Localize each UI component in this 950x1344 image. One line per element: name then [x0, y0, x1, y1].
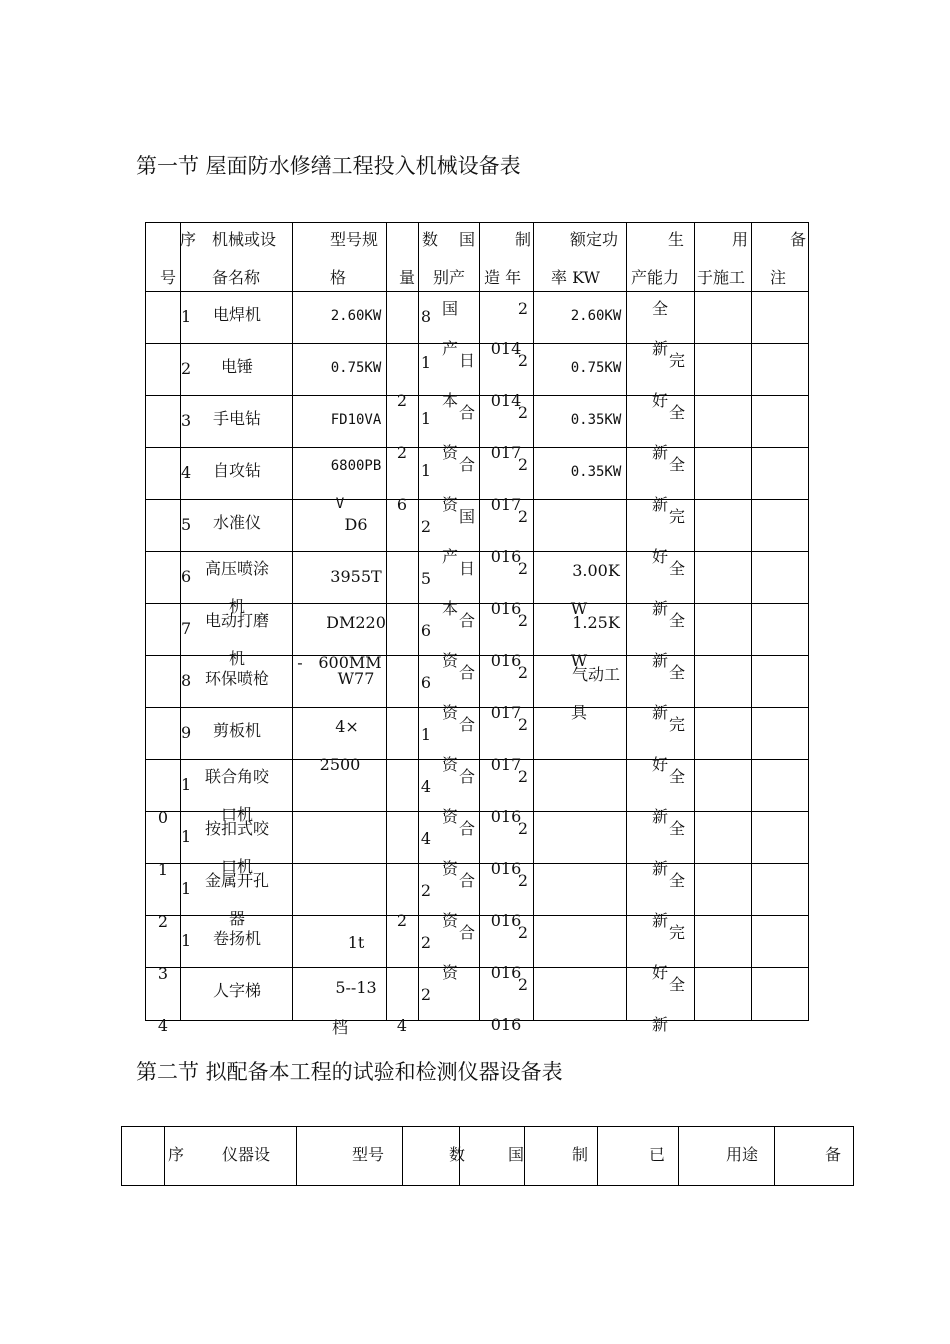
condition: 全 — [668, 663, 686, 682]
origin: 日 — [458, 351, 476, 370]
table-rule — [145, 1020, 809, 1021]
table-rule — [145, 395, 809, 396]
origin: 合 — [458, 663, 476, 682]
condition: 新 — [651, 339, 669, 358]
year: 016 — [490, 1015, 522, 1034]
seq-no: 1 — [181, 931, 192, 950]
origin: 资 — [441, 755, 459, 774]
year: 016 — [490, 547, 522, 566]
condition: 完 — [668, 923, 686, 942]
condition: 新 — [651, 911, 669, 930]
rated-power: 0.35KW — [570, 464, 622, 480]
header-text: 生 — [668, 230, 685, 249]
condition: 好 — [651, 963, 669, 982]
origin: 合 — [458, 871, 476, 890]
model-spec: 档 — [331, 1018, 349, 1037]
model-spec: 600MM — [318, 653, 382, 672]
condition: 新 — [651, 703, 669, 722]
origin: 产 — [441, 339, 459, 358]
seq-no: 1 — [181, 307, 192, 326]
condition: 全 — [668, 403, 686, 422]
machine-name: 自攻钻 — [212, 461, 262, 480]
header-text: 机械或设 — [212, 230, 277, 249]
quantity: 2 — [420, 881, 432, 900]
condition: 新 — [651, 443, 669, 462]
table-rule — [418, 222, 419, 1021]
machine-name: 金属开孔 — [204, 871, 270, 890]
condition: 全 — [668, 559, 686, 578]
model-spec: - — [297, 653, 303, 672]
header-text: 产能力 — [631, 268, 680, 287]
header-text: 于施工 — [697, 268, 746, 287]
condition: 全 — [668, 871, 686, 890]
origin: 日 — [458, 559, 476, 578]
year: 2 — [517, 871, 529, 890]
header-text: 序 — [180, 230, 197, 249]
table-rule — [751, 222, 752, 1021]
header-text: 仪器设 — [222, 1145, 271, 1164]
machine-name: 卷扬机 — [212, 929, 262, 948]
origin: 合 — [458, 611, 476, 630]
header-text: 备 — [825, 1145, 842, 1164]
table-rule — [774, 1126, 775, 1186]
model-spec: 1t — [347, 933, 365, 952]
seq-no: 2 — [157, 912, 169, 931]
model-spec: 2500 — [319, 755, 361, 774]
header-text: 别产 — [433, 268, 466, 287]
header-text: 序 — [168, 1145, 185, 1164]
origin: 合 — [458, 819, 476, 838]
machine-name: 器 — [228, 909, 246, 928]
table-rule — [524, 1126, 525, 1186]
header-text: 备名称 — [212, 268, 261, 287]
model-spec: 2.60KW — [330, 308, 382, 324]
table-rule — [296, 1126, 297, 1186]
quantity: 2 — [396, 391, 408, 410]
condition: 完 — [668, 351, 686, 370]
table-rule — [386, 222, 387, 1021]
origin: 产 — [441, 547, 459, 566]
seq-no: 1 — [181, 775, 192, 794]
condition: 新 — [651, 807, 669, 826]
quantity: 1 — [420, 725, 432, 744]
year: 2 — [517, 455, 529, 474]
year: 016 — [490, 911, 522, 930]
header-text: 额定功 — [570, 230, 619, 249]
condition: 完 — [668, 507, 686, 526]
quantity: 4 — [396, 1016, 408, 1035]
model-spec: 4× — [335, 717, 359, 736]
year: 016 — [490, 599, 522, 618]
machine-name: 电焊机 — [212, 305, 262, 324]
quantity: 5 — [420, 569, 432, 588]
origin: 资 — [441, 443, 459, 462]
rated-power: 2.60KW — [570, 308, 622, 324]
table-rule — [121, 1185, 854, 1186]
table-rule — [145, 551, 809, 552]
rated-power: W — [570, 599, 588, 618]
seq-no: 3 — [157, 964, 169, 983]
origin: 本 — [441, 391, 459, 410]
rated-power: 0.75KW — [570, 360, 622, 376]
machine-name: 剪板机 — [212, 721, 262, 740]
year: 016 — [490, 807, 522, 826]
quantity: 6 — [396, 495, 408, 514]
header-text: 备 — [790, 230, 807, 249]
rated-power: W — [570, 651, 588, 670]
header-text: 造 年 — [484, 268, 522, 287]
origin: 资 — [441, 963, 459, 982]
origin: 合 — [458, 455, 476, 474]
year: 017 — [490, 703, 522, 722]
condition: 全 — [668, 455, 686, 474]
origin: 本 — [441, 599, 459, 618]
condition: 新 — [651, 859, 669, 878]
condition: 全 — [668, 819, 686, 838]
seq-no: 3 — [181, 411, 192, 430]
year: 016 — [490, 963, 522, 982]
table-rule — [402, 1126, 403, 1186]
quantity: 2 — [420, 517, 432, 536]
table-rule — [626, 222, 627, 1021]
section1-heading: 第一节 屋面防水修缮工程投入机械设备表 — [136, 154, 521, 178]
model-spec: D6 — [344, 515, 368, 534]
origin: 资 — [441, 651, 459, 670]
year: 2 — [517, 299, 529, 318]
header-text: 型号规 — [330, 230, 379, 249]
header-text: 用途 — [726, 1145, 759, 1164]
rated-power: 0.35KW — [570, 412, 622, 428]
quantity: 4 — [420, 829, 432, 848]
table-rule — [853, 1126, 854, 1186]
condition: 完 — [668, 715, 686, 734]
year: 2 — [517, 923, 529, 942]
machine-name: 机 — [228, 597, 246, 616]
year: 2 — [517, 351, 529, 370]
machine-name: 机 — [228, 649, 246, 668]
quantity: 2 — [396, 443, 408, 462]
year: 014 — [490, 391, 522, 410]
origin: 资 — [441, 703, 459, 722]
condition: 好 — [651, 391, 669, 410]
condition: 全 — [668, 611, 686, 630]
machine-name: 口机 — [220, 857, 254, 876]
year: 2 — [517, 403, 529, 422]
table-rule — [121, 1126, 854, 1127]
quantity: 6 — [420, 673, 432, 692]
year: 016 — [490, 859, 522, 878]
header-text: 数 — [422, 230, 439, 249]
seq-no: 9 — [181, 723, 192, 742]
machine-name: 按扣式咬 — [204, 819, 270, 838]
year: 2 — [517, 767, 529, 786]
machine-name: 高压喷涂 — [204, 559, 270, 578]
table-rule — [145, 222, 146, 1021]
model-spec: 0.75KW — [330, 360, 382, 376]
origin: 资 — [441, 859, 459, 878]
machine-name: 电动打磨 — [204, 611, 270, 630]
condition: 新 — [651, 651, 669, 670]
table-rule — [121, 1126, 122, 1186]
year: 014 — [490, 339, 522, 358]
seq-no: 5 — [181, 515, 192, 534]
header-text: 国 — [508, 1145, 525, 1164]
year: 2 — [517, 975, 529, 994]
table-rule — [145, 291, 809, 292]
condition: 新 — [651, 1015, 669, 1034]
machine-name: 联合角咬 — [204, 767, 270, 786]
header-text: 国 — [459, 230, 476, 249]
model-spec: DM220 — [326, 613, 386, 632]
year: 2 — [517, 663, 529, 682]
year: 017 — [490, 443, 522, 462]
machine-name: 口机 — [220, 805, 254, 824]
seq-no: 7 — [181, 619, 192, 638]
machine-name: 电锤 — [220, 357, 254, 376]
header-text: 数 — [449, 1145, 466, 1164]
seq-no: 6 — [181, 567, 192, 586]
table-rule — [694, 222, 695, 1021]
condition: 新 — [651, 599, 669, 618]
machine-name: 手电钻 — [212, 409, 262, 428]
model-spec: FD10VA — [330, 412, 382, 428]
header-text: 型号 — [352, 1145, 385, 1164]
machine-name: 水准仪 — [212, 513, 262, 532]
condition: 全 — [668, 975, 686, 994]
model-spec: V — [335, 496, 345, 512]
header-text: 量 — [399, 268, 416, 287]
header-text: 率 KW — [551, 268, 600, 287]
quantity: 1 — [420, 409, 432, 428]
seq-no: 1 — [181, 827, 192, 846]
header-text: 制 — [515, 230, 532, 249]
quantity: 2 — [420, 985, 432, 1004]
model-spec: 5--13 — [335, 978, 377, 997]
table-rule — [164, 1126, 165, 1186]
year: 2 — [517, 819, 529, 838]
rated-power: 气动工 — [571, 665, 621, 684]
quantity: 2 — [420, 933, 432, 952]
origin: 国 — [458, 507, 476, 526]
condition: 全 — [651, 299, 669, 318]
header-text: 已 — [649, 1145, 666, 1164]
table-rule — [678, 1126, 679, 1186]
table-rule — [145, 222, 809, 223]
seq-no: 2 — [181, 359, 192, 378]
origin: 合 — [458, 403, 476, 422]
year: 017 — [490, 495, 522, 514]
model-spec: 6800PB — [330, 458, 382, 474]
condition: 全 — [668, 767, 686, 786]
origin: 国 — [441, 299, 459, 318]
model-spec: W77 — [337, 669, 375, 688]
table-rule — [145, 499, 809, 500]
seq-no: 4 — [157, 1016, 169, 1035]
header-text: 用 — [732, 230, 749, 249]
quantity: 1 — [420, 461, 432, 480]
header-text: 格 — [330, 268, 347, 287]
quantity: 4 — [420, 777, 432, 796]
quantity: 8 — [420, 307, 432, 326]
year: 2 — [517, 559, 529, 578]
table-rule — [145, 707, 809, 708]
quantity: 2 — [396, 911, 408, 930]
table-rule — [597, 1126, 598, 1186]
origin: 合 — [458, 715, 476, 734]
seq-no: 1 — [181, 879, 192, 898]
year: 017 — [490, 755, 522, 774]
header-text: 制 — [572, 1145, 589, 1164]
quantity: 1 — [420, 353, 432, 372]
origin: 合 — [458, 767, 476, 786]
table-rule — [145, 967, 809, 968]
condition: 好 — [651, 547, 669, 566]
rated-power: 1.25K — [572, 613, 620, 632]
table-rule — [808, 222, 809, 1021]
table-rule — [145, 447, 809, 448]
header-text: 号 — [160, 268, 177, 287]
machine-name: 人字梯 — [212, 981, 262, 1000]
rated-power: 具 — [570, 703, 588, 722]
table-rule — [145, 343, 809, 344]
quantity: 6 — [420, 621, 432, 640]
origin: 资 — [441, 807, 459, 826]
table-rule — [145, 759, 809, 760]
section2-heading: 第二节 拟配备本工程的试验和检测仪器设备表 — [136, 1060, 563, 1084]
model-spec: 3955T — [330, 567, 382, 586]
seq-no: 4 — [181, 463, 192, 482]
year: 2 — [517, 715, 529, 734]
condition: 新 — [651, 495, 669, 514]
origin: 资 — [441, 495, 459, 514]
table-rule — [479, 222, 480, 1021]
origin: 资 — [441, 911, 459, 930]
condition: 好 — [651, 755, 669, 774]
seq-no: 1 — [157, 860, 169, 879]
origin: 合 — [458, 923, 476, 942]
year: 2 — [517, 507, 529, 526]
year: 016 — [490, 651, 522, 670]
seq-no: 8 — [181, 671, 192, 690]
table-rule — [292, 222, 293, 1021]
machine-name: 环保喷枪 — [204, 669, 270, 688]
rated-power: 3.00K — [572, 561, 620, 580]
table-rule — [533, 222, 534, 1021]
year: 2 — [517, 611, 529, 630]
header-text: 注 — [770, 268, 787, 287]
seq-no: 0 — [157, 808, 169, 827]
